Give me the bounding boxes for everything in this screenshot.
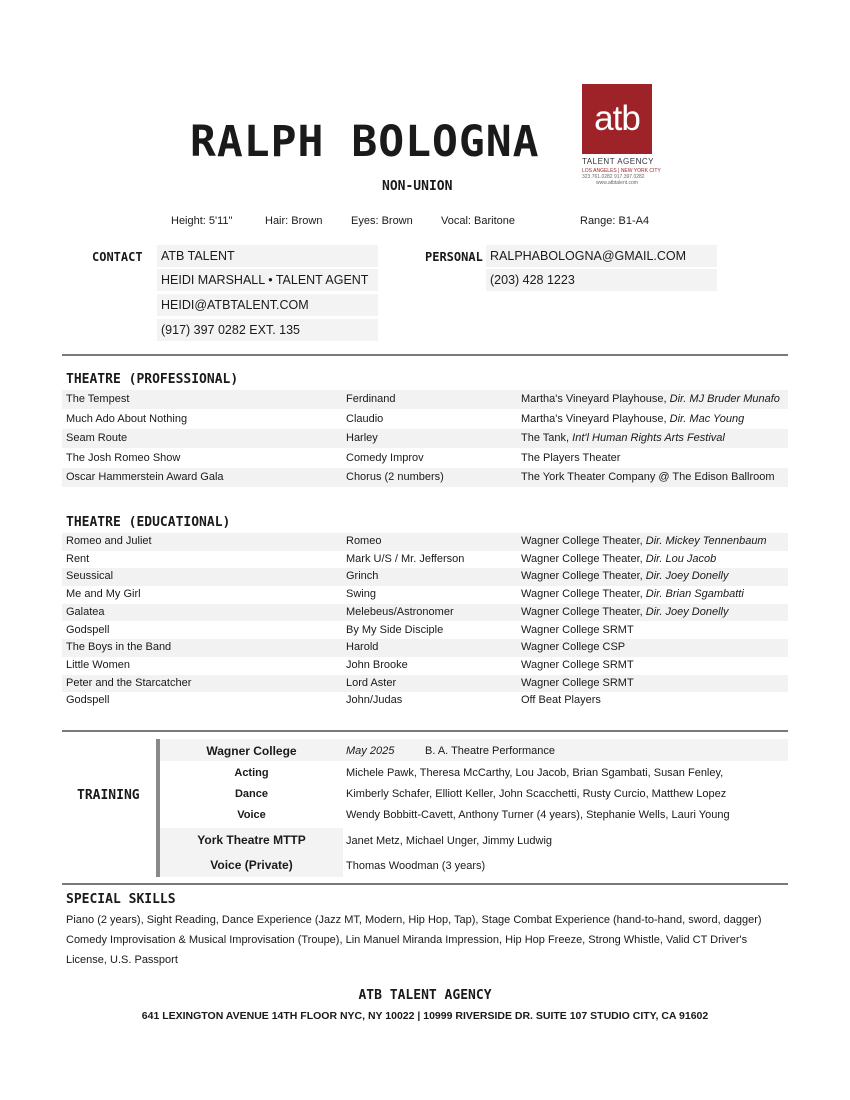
show-title: Seam Route bbox=[66, 432, 128, 445]
venue bbox=[521, 551, 716, 569]
director: Dir. Brian Sgambatti bbox=[645, 588, 744, 601]
venue bbox=[521, 568, 728, 586]
venue bbox=[521, 468, 775, 487]
venue-name: The York Theater Company @ The Edison Ballroom bbox=[521, 471, 775, 484]
stat-range: Range: B1-A4 bbox=[580, 215, 650, 227]
venue bbox=[521, 639, 625, 657]
training-york: Janet Metz, Michael Unger, Jimmy Ludwig bbox=[346, 835, 553, 847]
show-title: The Boys in the Band bbox=[66, 641, 172, 654]
show-title: Seussical bbox=[66, 570, 114, 583]
training-acting-label: Acting bbox=[234, 767, 269, 779]
venue-name: Wagner College SRMT bbox=[521, 676, 634, 689]
training-acting: Michele Pawk, Theresa McCarthy, Lou Jacob, Brian Sgambati, Susan Fenley, bbox=[346, 767, 724, 779]
venue bbox=[521, 657, 634, 675]
venue bbox=[521, 410, 744, 429]
venue bbox=[521, 533, 767, 551]
role: Chorus (2 numbers) bbox=[346, 471, 444, 484]
role: By My Side Disciple bbox=[346, 623, 444, 636]
training-voice: Wendy Bobbitt-Cavett, Anthony Turner (4 years), Stephanie Wells, Lauri Young bbox=[346, 809, 730, 821]
contact-label: CONTACT bbox=[92, 250, 143, 264]
contact-phone: (917) 397 0282 EXT. 135 bbox=[157, 319, 378, 341]
training-york-label: York Theatre MTTP bbox=[197, 833, 306, 847]
divider bbox=[62, 730, 788, 732]
theatre_edu-row bbox=[62, 551, 788, 569]
theatre_edu-row bbox=[62, 675, 788, 693]
theatre_pro-row bbox=[62, 449, 788, 468]
theatre-professional-title: THEATRE (PROFESSIONAL) bbox=[66, 372, 239, 387]
role: Romeo bbox=[346, 535, 382, 547]
contact-agent: HEIDI MARSHALL • TALENT AGENT bbox=[157, 269, 378, 291]
logo-phones: 323.761.0282 917.397.0282 bbox=[582, 174, 645, 180]
show-title: Godspell bbox=[66, 694, 110, 707]
logo-cities: LOS ANGELES | NEW YORK CITY bbox=[582, 168, 661, 174]
venue-name: Wagner College Theater, bbox=[521, 535, 646, 547]
venue-name: The Tank, bbox=[521, 432, 573, 445]
contact-email[interactable]: HEIDI@ATBTALENT.COM bbox=[157, 294, 378, 316]
theatre_edu-row bbox=[62, 692, 788, 710]
stat-hair: Hair: Brown bbox=[265, 215, 323, 227]
venue-name: Wagner College Theater, bbox=[521, 552, 646, 565]
training-voice-label: Voice bbox=[237, 809, 266, 821]
role: Swing bbox=[346, 588, 376, 601]
venue-name: Wagner College SRMT bbox=[521, 658, 634, 671]
venue-name: Martha's Vineyard Playhouse, bbox=[521, 412, 670, 425]
venue-name: Off Beat Players bbox=[521, 694, 601, 707]
divider bbox=[62, 883, 788, 885]
role: Lord Aster bbox=[346, 676, 397, 689]
venue-name: Wagner College SRMT bbox=[521, 623, 634, 636]
training-degree: B. A. Theatre Performance bbox=[425, 745, 556, 757]
theatre_edu-row bbox=[62, 657, 788, 675]
role: John/Judas bbox=[346, 694, 403, 707]
role: Comedy Improv bbox=[346, 451, 424, 464]
training-dance-label: Dance bbox=[234, 788, 269, 800]
role: John Brooke bbox=[346, 658, 408, 671]
venue bbox=[521, 622, 634, 640]
director: Dir. Joey Donelly bbox=[645, 570, 729, 583]
show-title: Much Ado About Nothing bbox=[66, 412, 188, 425]
show-title: Godspell bbox=[66, 623, 110, 636]
director: Dir. Joey Donelly bbox=[645, 605, 729, 618]
role: Melebeus/Astronomer bbox=[346, 605, 454, 618]
show-title: Me and My Girl bbox=[66, 588, 141, 601]
training-private-label: Voice (Private) bbox=[210, 858, 293, 872]
venue bbox=[521, 429, 725, 448]
show-title: Romeo and Juliet bbox=[66, 535, 152, 547]
venue-name: The Players Theater bbox=[521, 451, 621, 464]
venue-name: Wagner College Theater, bbox=[521, 588, 646, 601]
theatre_edu-row bbox=[62, 622, 788, 640]
role: Harley bbox=[346, 432, 378, 445]
theatre_pro-row bbox=[62, 390, 788, 409]
show-title: Peter and the Starcatcher bbox=[66, 676, 192, 689]
logo-url: www.atbtalent.com bbox=[596, 180, 638, 186]
show-title: Galatea bbox=[66, 605, 105, 618]
training-date: May 2025 bbox=[346, 745, 395, 757]
stat-eyes: Eyes: Brown bbox=[351, 215, 413, 227]
stat-vocal: Vocal: Baritone bbox=[441, 215, 515, 227]
director: Dir. MJ Bruder Munafo bbox=[669, 393, 780, 405]
theatre-educational-title: THEATRE (EDUCATIONAL) bbox=[66, 515, 231, 530]
training-label: TRAINING bbox=[77, 788, 140, 803]
show-title: The Josh Romeo Show bbox=[66, 451, 181, 464]
skills-title: SPECIAL SKILLS bbox=[66, 892, 176, 907]
role: Harold bbox=[346, 641, 379, 654]
union-status: NON-UNION bbox=[382, 179, 453, 194]
contact-agency: ATB TALENT bbox=[157, 245, 378, 267]
personal-label: PERSONAL bbox=[425, 250, 483, 264]
personal-phone: (203) 428 1223 bbox=[486, 269, 717, 291]
theatre_edu-row bbox=[62, 604, 788, 622]
training-dance: Kimberly Schafer, Elliott Keller, John Scacchetti, Rusty Curcio, Matthew Lopez bbox=[346, 788, 727, 800]
role: Mark U/S / Mr. Jefferson bbox=[346, 552, 465, 565]
venue bbox=[521, 675, 634, 693]
show-title: The Tempest bbox=[66, 393, 130, 405]
venue-name: Wagner College Theater, bbox=[521, 605, 646, 618]
show-title: Oscar Hammerstein Award Gala bbox=[66, 471, 224, 484]
theatre_pro-row bbox=[62, 410, 788, 429]
atb-logo: atb bbox=[582, 84, 652, 154]
personal-email[interactable]: RALPHABOLOGNA@GMAIL.COM bbox=[486, 245, 717, 267]
theatre_pro-row bbox=[62, 468, 788, 487]
footer-address: 641 LEXINGTON AVENUE 14TH FLOOR NYC, NY 10022 | 10999 RIVERSIDE DR. SUITE 107 STUDIO CITY, CA 91602 bbox=[141, 1010, 709, 1022]
venue bbox=[521, 449, 620, 468]
venue-name: Martha's Vineyard Playhouse, bbox=[521, 393, 670, 405]
theatre_edu-row bbox=[62, 568, 788, 586]
venue bbox=[521, 586, 744, 604]
role: Grinch bbox=[346, 570, 379, 583]
theatre_edu-row bbox=[62, 639, 788, 657]
logo-details bbox=[582, 168, 662, 186]
theatre_pro-row bbox=[62, 429, 788, 448]
skills-text: Piano (2 years), Sight Reading, Dance Experience (Jazz MT, Modern, Hip Hop, Tap), Stage Combat Experience (hand-to-hand, sword, dagger) Comedy Improvisation & Musical Improvisation (Troupe), Lin Manuel Miranda Impression, Hip Hop Freeze, Strong Whistle, Valid CT Driver's License, U.S. Passport bbox=[66, 914, 762, 966]
theatre_edu-row bbox=[62, 533, 788, 551]
venue-name: Wagner College CSP bbox=[521, 641, 626, 654]
role: Claudio bbox=[346, 412, 384, 425]
training-school: Wagner College bbox=[206, 744, 297, 758]
actor-name: RALPH BOLOGNA bbox=[190, 117, 540, 167]
director: Dir. Mickey Tennenbaum bbox=[645, 535, 767, 547]
training-private: Thomas Woodman (3 years) bbox=[346, 860, 486, 872]
stat-height: Height: 5'11" bbox=[171, 215, 233, 227]
director: Int'l Human Rights Arts Festival bbox=[572, 432, 725, 445]
footer-agency: ATB TALENT AGENCY bbox=[358, 988, 492, 1003]
director: Dir. Lou Jacob bbox=[645, 552, 717, 565]
show-title: Little Women bbox=[66, 658, 130, 671]
venue bbox=[521, 604, 728, 622]
venue bbox=[521, 390, 780, 409]
divider bbox=[62, 354, 788, 356]
venue bbox=[521, 692, 601, 710]
director: Dir. Mac Young bbox=[669, 412, 745, 425]
role: Ferdinand bbox=[346, 393, 396, 405]
show-title: Rent bbox=[66, 552, 90, 565]
venue-name: Wagner College Theater, bbox=[521, 570, 646, 583]
theatre_edu-row bbox=[62, 586, 788, 604]
logo-tagline: TALENT AGENCY bbox=[582, 157, 654, 166]
